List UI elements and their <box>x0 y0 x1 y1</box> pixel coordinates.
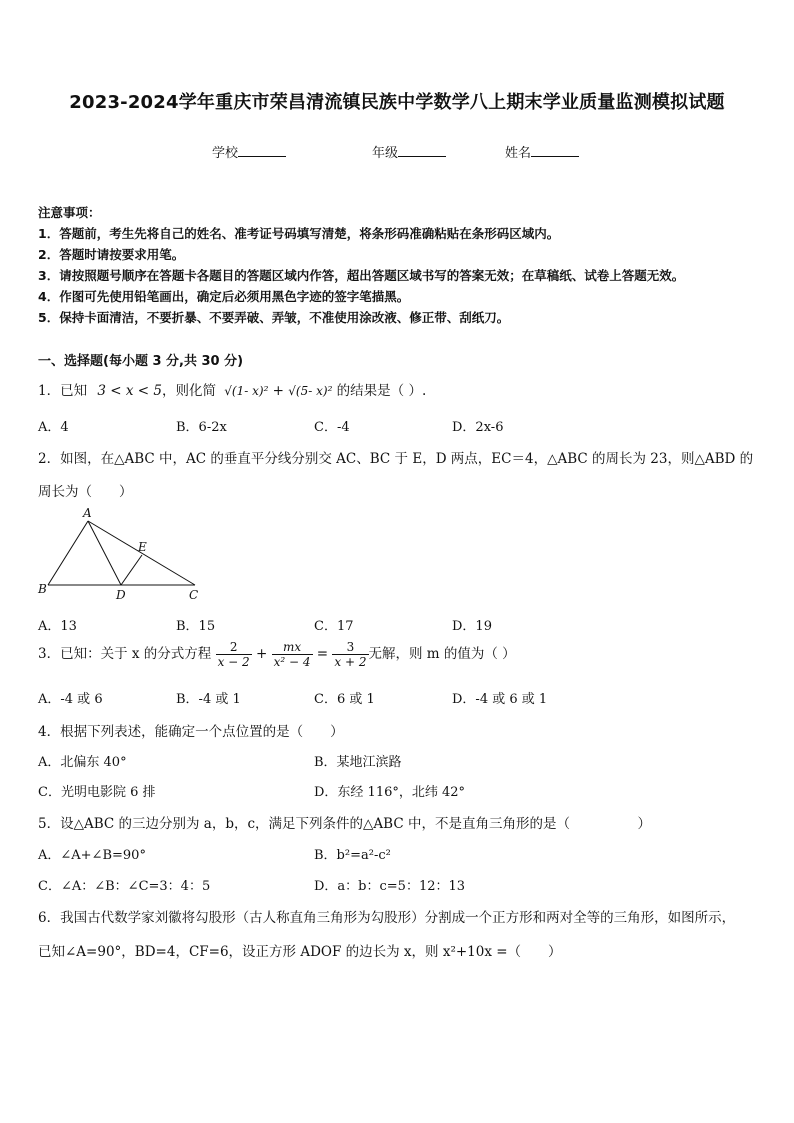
question-2-line-2: 周长为（ ） <box>38 484 133 500</box>
q1-radical-1: √(1- x)² <box>224 384 269 398</box>
question-6-line-2: 已知∠A=90°，BD=4，CF=6，设正方形 ADOF 的边长为 x，则 x²+10x =（ ） <box>38 944 562 960</box>
label-d: D <box>116 588 126 602</box>
q3-plus: + <box>255 646 268 662</box>
school-field <box>212 142 286 161</box>
q3-fraction-1: $\frac{2}{x - 2}$ <box>217 640 250 669</box>
q2-option-c: C．17 <box>314 619 354 634</box>
q1-prefix: 1．已知 <box>38 383 88 399</box>
question-3 <box>38 640 516 669</box>
q5-option-b: B．b²=a²-c² <box>314 848 391 863</box>
note-item: 1．答题前，考生先将自己的姓名、准考证号码填写清楚，将条形码准确粘贴在条形码区域内。 <box>38 226 560 241</box>
q2-option-b: B．15 <box>176 619 216 634</box>
label-c: C <box>189 588 199 602</box>
question-6-line-1: 6．我国古代数学家刘徽将勾股形（古人称直角三角形为勾股形）分割成一个正方形和两对全等的三角形，如图所示， <box>38 910 736 926</box>
q1-radical-2: √(5- x)² <box>288 384 333 398</box>
q3-option-b: B．-4 或 1 <box>176 692 241 707</box>
q1-suffix: 的结果是（ ）. <box>336 383 427 399</box>
notes-heading: 注意事项： <box>38 205 101 220</box>
q3-prefix: 3．已知：关于 x 的分式方程 <box>38 646 212 662</box>
question-1 <box>38 379 426 399</box>
q4-option-c: C．光明电影院 6 排 <box>38 785 156 800</box>
question-4: 4．根据下列表述，能确定一个点位置的是（ ） <box>38 724 344 740</box>
page-title: 2023-2024学年重庆市荣昌清流镇民族中学数学八上期末学业质量监测模拟试题 <box>69 92 725 113</box>
q1-option-d: D．2x-6 <box>452 420 504 435</box>
q3-equals: = <box>316 646 329 662</box>
label-e: E <box>138 540 147 554</box>
question-2-line-1: 2．如图，在△ABC 中，AC 的垂直平分线分别交 AC、BC 于 E，D 两点，EC＝4，△ABC 的周长为 23，则△ABD 的 <box>38 451 754 467</box>
q2-option-a: A．13 <box>38 619 77 634</box>
grade-blank <box>398 144 446 157</box>
name-blank <box>531 144 579 157</box>
segment-de <box>121 555 142 585</box>
q4-option-d: D．东经 116°，北纬 42° <box>314 785 466 800</box>
q4-option-a: A．北偏东 40° <box>38 755 127 770</box>
question-5: 5．设△ABC 的三边分别为 a，b，c，满足下列条件的△ABC 中，不是直角三角形的是（ ） <box>38 816 651 832</box>
school-blank <box>238 144 286 157</box>
q5-option-d: D．a：b：c=5：12：13 <box>314 879 466 894</box>
q1-condition: 3 < x < 5 <box>97 383 162 399</box>
q2-option-d: D．19 <box>452 619 492 634</box>
q1-option-c: C．-4 <box>314 420 350 435</box>
section-heading: 一、选择题(每小题 3 分,共 30 分) <box>38 354 244 369</box>
q4-option-b: B．某地江滨路 <box>314 755 402 770</box>
q3-option-d: D．-4 或 6 或 1 <box>452 692 548 707</box>
q3-option-a: A．-4 或 6 <box>38 692 103 707</box>
triangle-figure <box>30 505 220 605</box>
segment-ab <box>48 521 88 585</box>
q3-fraction-2: $\frac{mx}{\text{x² − 4}}$ <box>273 640 311 669</box>
note-item: 3．请按照题号顺序在答题卡各题目的答题区域内作答，超出答题区域书写的答案无效；在草稿纸、试卷上答题无效。 <box>38 268 685 283</box>
q5-option-a: A．∠A+∠B=90° <box>38 848 146 863</box>
q3-suffix: 无解，则 m 的值为（ ） <box>368 646 516 662</box>
q3-option-c: C．6 或 1 <box>314 692 375 707</box>
note-item: 4．作图可先使用铅笔画出，确定后必须用黑色字迹的签字笔描黑。 <box>38 289 410 304</box>
grade-field <box>372 142 446 161</box>
note-item: 2．答题时请按要求用笔。 <box>38 247 185 262</box>
name-label: 姓名 <box>505 146 532 161</box>
school-label: 学校 <box>212 146 239 161</box>
q1-option-a: A．4 <box>38 420 69 435</box>
q1-middle: ，则化简 <box>161 383 216 399</box>
label-a: A <box>83 506 92 520</box>
q1-option-b: B．6-2x <box>176 420 227 435</box>
grade-label: 年级 <box>372 146 399 161</box>
q1-plus: + <box>272 383 284 399</box>
note-item: 5．保持卡面清洁，不要折暴、不要弄破、弄皱，不准使用涂改液、修正带、刮纸刀。 <box>38 310 510 325</box>
q3-fraction-3: $\frac{3}{x + 2}$ <box>334 640 367 669</box>
name-field <box>505 142 579 161</box>
label-b: B <box>38 582 47 596</box>
q5-option-c: C．∠A：∠B：∠C=3：4：5 <box>38 879 211 894</box>
